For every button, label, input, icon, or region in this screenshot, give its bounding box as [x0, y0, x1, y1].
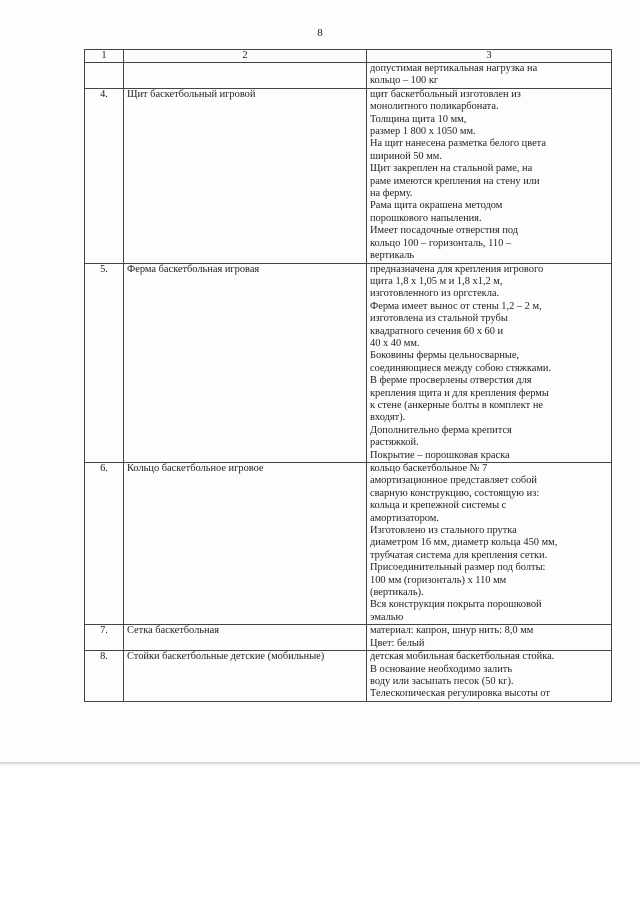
- description-line: Рама щита окрашена методом: [370, 200, 503, 212]
- description-line: амортизатором.: [370, 512, 439, 524]
- description-line: материал: капрон, шнур нить: 8,0 мм: [370, 625, 534, 637]
- column-header-description: 3: [367, 50, 612, 63]
- description-line: квадратного сечения 60 х 60 и: [370, 325, 504, 337]
- specification-table: [84, 49, 612, 702]
- description-line: трубчатая система для крепления сетки.: [370, 549, 548, 561]
- page-number: 8: [317, 27, 323, 39]
- description-line: Телескопическая регулировка высоты от: [370, 688, 550, 700]
- description-line: Ферма имеет вынос от стены 1,2 – 2 м,: [370, 300, 542, 312]
- row-number: [85, 63, 124, 89]
- description-line: Толщина щита 10 мм,: [370, 113, 467, 125]
- description-line: воду или засыпать песок (50 кг).: [370, 675, 514, 687]
- description-line: детская мобильная баскетбольная стойка.: [370, 651, 555, 663]
- table-row: [85, 88, 612, 263]
- description-line: порошкового напыления.: [370, 212, 482, 224]
- description-line: кольцо баскетбольное № 7: [370, 463, 488, 474]
- item-description: [367, 88, 612, 263]
- item-description: [367, 651, 612, 702]
- page-edge: [0, 762, 640, 766]
- description-line: к стене (анкерные болты в комплект не: [370, 399, 543, 411]
- description-line: монолитного поликарбоната.: [370, 101, 499, 113]
- description-line: допустимая вертикальная нагрузка на: [370, 63, 538, 74]
- description-line: Покрытие – порошковая краска: [370, 449, 510, 461]
- row-number: 8.: [85, 651, 124, 702]
- description-line: предназначена для крепления игрового: [370, 263, 544, 275]
- description-line: На щит нанесена разметка белого цвета: [370, 138, 546, 150]
- item-name: Стойки баскетбольные детские (мобильные): [124, 651, 367, 702]
- row-number: 6.: [85, 463, 124, 625]
- item-name: Ферма баскетбольная игровая: [124, 263, 367, 463]
- description-line: щит баскетбольный изготовлен из: [370, 88, 521, 100]
- description-line: эмалью: [370, 611, 404, 623]
- description-line: Изготовлено из стального прутка: [370, 525, 517, 537]
- description-line: кольцо – 100 кг: [370, 75, 439, 87]
- table-row: [85, 63, 612, 89]
- row-number: 7.: [85, 625, 124, 651]
- description-line: кольца и крепежной системы с: [370, 500, 507, 512]
- item-name: [124, 63, 367, 89]
- description-line: 100 мм (горизонталь) х 110 мм: [370, 574, 507, 586]
- description-line: Цвет: белый: [370, 637, 425, 649]
- description-line: 40 х 40 мм.: [370, 337, 420, 349]
- item-description: [367, 463, 612, 625]
- table-row: [85, 651, 612, 702]
- description-line: (вертикаль).: [370, 587, 424, 599]
- description-line: В основание необходимо залить: [370, 663, 513, 675]
- description-line: изготовленного из оргстекла.: [370, 288, 500, 300]
- description-line: вертикаль: [370, 250, 415, 262]
- description-line: крепления щита и для крепления фермы: [370, 387, 549, 399]
- description-line: Боковины фермы цельносварные,: [370, 350, 520, 362]
- item-description: [367, 263, 612, 463]
- table-row: [85, 263, 612, 463]
- description-line: Вся конструкция покрыта порошковой: [370, 599, 542, 611]
- table-header-row: [85, 50, 612, 63]
- row-number: 4.: [85, 88, 124, 263]
- item-name: Сетка баскетбольная: [124, 625, 367, 651]
- description-line: В ферме просверлены отверстия для: [370, 375, 532, 387]
- item-description: [367, 63, 612, 89]
- description-line: сварную конструкцию, состоящую из:: [370, 487, 540, 499]
- description-line: щита 1,8 х 1,05 м и 1,8 х1,2 м,: [370, 275, 503, 287]
- description-line: Дополнительно ферма крепится: [370, 424, 512, 436]
- description-line: диаметром 16 мм, диаметр кольца 450 мм,: [370, 537, 558, 549]
- description-line: размер 1 800 х 1050 мм.: [370, 126, 476, 138]
- description-line: раме имеются крепления на стену или: [370, 175, 540, 187]
- description-line: Щит закреплен на стальной раме, на: [370, 163, 533, 175]
- description-line: шириной 50 мм.: [370, 150, 442, 162]
- table-row: [85, 463, 612, 625]
- item-name: Кольцо баскетбольное игровое: [124, 463, 367, 625]
- table-row: [85, 625, 612, 651]
- description-line: Присоединительный размер под болты:: [370, 562, 546, 574]
- description-line: растяжкой.: [370, 437, 419, 449]
- item-description: [367, 625, 612, 651]
- column-header-number: 1: [85, 50, 124, 63]
- description-line: Имеет посадочные отверстия под: [370, 225, 519, 237]
- item-name: Щит баскетбольный игровой: [124, 88, 367, 263]
- description-line: входят).: [370, 412, 406, 424]
- table-body: [85, 63, 612, 702]
- description-line: соединяющиеся между собою стяжками.: [370, 362, 552, 374]
- column-header-name: 2: [124, 50, 367, 63]
- description-line: изготовлена из стальной трубы: [370, 313, 508, 325]
- row-number: 5.: [85, 263, 124, 463]
- description-line: на ферму.: [370, 188, 413, 200]
- description-line: амортизационное представляет собой: [370, 475, 537, 487]
- description-line: кольцо 100 – горизонталь, 110 –: [370, 237, 512, 249]
